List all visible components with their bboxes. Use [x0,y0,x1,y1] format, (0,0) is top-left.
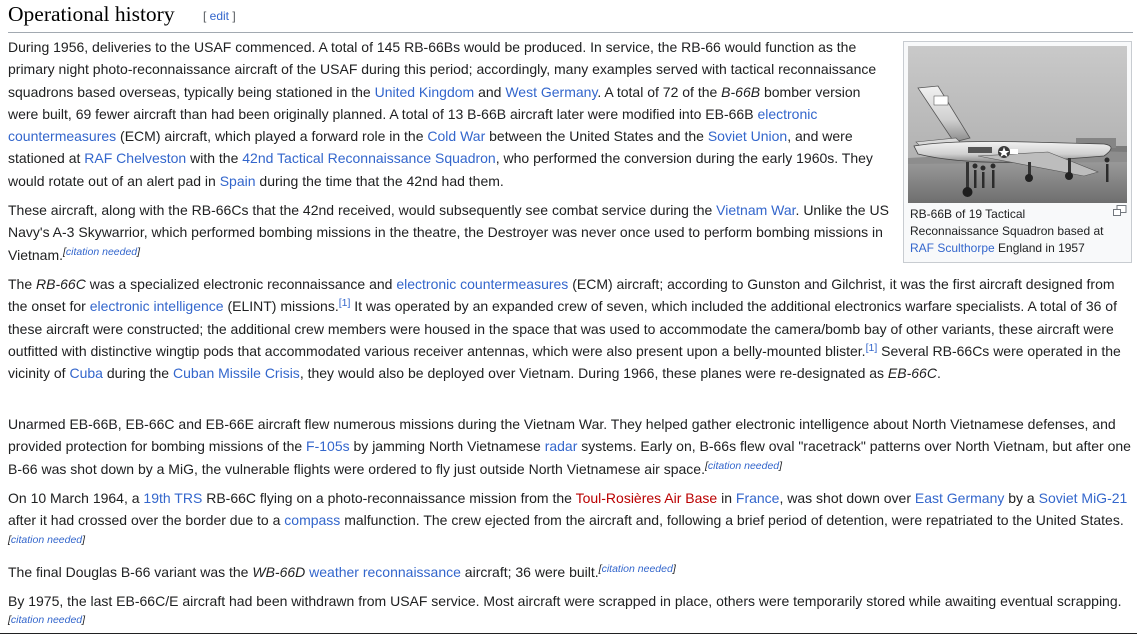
edit-section: [ edit ] [203,9,236,23]
link-weather-reconnaissance[interactable]: weather reconnaissance [309,564,461,580]
link-compass[interactable]: compass [284,512,341,529]
aircraft-photo-image [908,46,1127,203]
citation-needed-3: [citation needed] [8,533,86,546]
paragraph-5: On 10 March 1964, a 19th TRS RB-66C flying on a photo-reconnaissance mission from the Toul-Rosières Air Base in France, was shot down over East Germany by a Soviet MiG-21 after it had crossed over the border due to a compass malfunction. The crew ejected from the aircraft and, following a brief period of detention, were repatriated to the United States.[citation needed] [8,490,1128,546]
link-spain[interactable]: Spain [219,172,256,189]
citation-needed-5: [citation needed] [8,614,86,627]
link-united-kingdom[interactable]: United Kingdom [374,83,475,100]
paragraph-6: The final Douglas B-66 variant was the WB-66D weather reconnaissance aircraft; 36 were built.[citation needed] [8,563,676,580]
link-19th-trs[interactable]: 19th TRS [143,490,203,506]
link-soviet-union[interactable]: Soviet Union [707,128,788,145]
paragraph-7: By 1975, the last EB-66C/E aircraft had been withdrawn from USAF service. Most aircraft were scrapped in place, others were temporarily stored while awaiting eventual scrapping.[citation needed] [8,593,1122,627]
link-electronic-countermeasures-2[interactable]: electronic countermeasures [396,276,569,292]
citation-needed-2: [citation needed] [705,459,783,472]
link-east-germany[interactable]: East Germany [914,490,1005,506]
section-heading-row [8,0,1133,33]
paragraph-2: These aircraft, along with the RB-66Cs that the 42nd received, would subsequently see combat service during the Vietnam War. Unlike the US Navy's A-3 Skywarrior, which performed bombing missions in the theatre, the Destroyer was never once used to perform bombing missions in Vietnam.[citation needed] [8,202,889,263]
aircraft-photo[interactable] [908,46,1127,203]
citation-needed: [citation needed] [63,245,141,258]
paragraph-4: Unarmed EB-66B, EB-66C and EB-66E aircraft flew numerous missions during the Vietnam War. They helped gather electronic intelligence about North Vietnamese defenses, and provided protection for bombing missions of the F-105s by jamming North Vietnamese radar systems. Early on, B-66s flew oval "racetrack" patterns over North Vietnam, but after one B-66 was shot down by a MiG, the vulnerable flights were ordered to fly just outside North Vietnamese air space.[citation needed] [8,416,1131,477]
link-soviet-mig-21[interactable]: Soviet MiG-21 [1038,490,1128,506]
link-cuba[interactable]: Cuba [69,365,103,382]
reference-1-repeat: [1] [865,341,878,354]
link-france[interactable]: France [735,490,780,506]
bottom-divider [0,633,1137,634]
link-radar[interactable]: radar [544,438,578,455]
link-raf-chelveston[interactable]: RAF Chelveston [84,150,187,167]
link-vietnam-war[interactable]: Vietnam War [716,202,796,218]
citation-needed-4: [citation needed] [598,563,676,575]
figure-thumbnail [903,41,1132,263]
link-toul-rosieres-air-base[interactable]: Toul-Rosières Air Base [575,490,718,506]
link-f-105s[interactable]: F-105s [306,438,350,455]
raf-sculthorpe-link[interactable]: RAF Sculthorpe [910,241,995,255]
link-electronic-countermeasures[interactable]: electronic countermeasures [8,105,818,145]
link-cuban-missile-crisis[interactable]: Cuban Missile Crisis [173,365,300,382]
link-cold-war[interactable]: Cold War [427,128,486,145]
reference-1: [1] [338,297,351,310]
link-west-germany[interactable]: West Germany [505,83,598,100]
figure-caption: RB-66B of 19 Tactical Reconnaissance Squadron based at RAF Sculthorpe England in 1957 [910,207,1104,255]
magnify-clip-icon[interactable] [1113,205,1127,217]
edit-link[interactable]: edit [209,9,230,23]
link-42nd-tactical-reconnaissance-squadron[interactable]: 42nd Tactical Reconnaissance Squadron [242,150,496,167]
paragraph-1: During 1956, deliveries to the USAF commenced. A total of 145 RB-66Bs would be produced. In service, the RB-66 would function as the primary night photo-reconnaissance aircraft of the USAF during this period; accordingly, many examples served with tactical reconnaissance squadrons based overseas, typically being stationed in the United Kingdom and West Germany. A total of 72 of the B-66B bomber version were built, 69 fewer aircraft than had been originally planned. A total of 13 B-66B aircraft later were modified into EB-66B electronic countermeasures (ECM) aircraft, which played a forward role in the Cold War between the United States and the Soviet Union, and were stationed at RAF Chelveston with the 42nd Tactical Reconnaissance Squadron, who performed the conversion during the early 1960s. They would rotate out of an alert pad in Spain during the time that the 42nd had them. [8,39,877,189]
section-heading: Operational history [8,2,175,26]
paragraph-3: The RB-66C was a specialized electronic reconnaissance and electronic countermeasures (ECM) aircraft; according to Gunston and Gilchrist, it was the first aircraft designed from the onset for electronic intelligence (ELINT) missions.[1] It was operated by an expanded crew of seven, which included the additional electronics warfare specialists. A total of 36 of these aircraft were constructed; the additional crew members were housed in the space that was used to accommodate the camera/bomb bay of other variants, these aircraft were outfitted with distinctive wingtip pods that accommodated various receiver antennas, which were also present upon a belly-mounted blister.[1] Several RB-66Cs were operated in the vicinity of Cuba during the Cuban Missile Crisis, they would also be deployed over Vietnam. During 1966, these planes were re-designated as EB-66C. [8,276,1121,382]
link-electronic-intelligence[interactable]: electronic intelligence [89,298,224,315]
